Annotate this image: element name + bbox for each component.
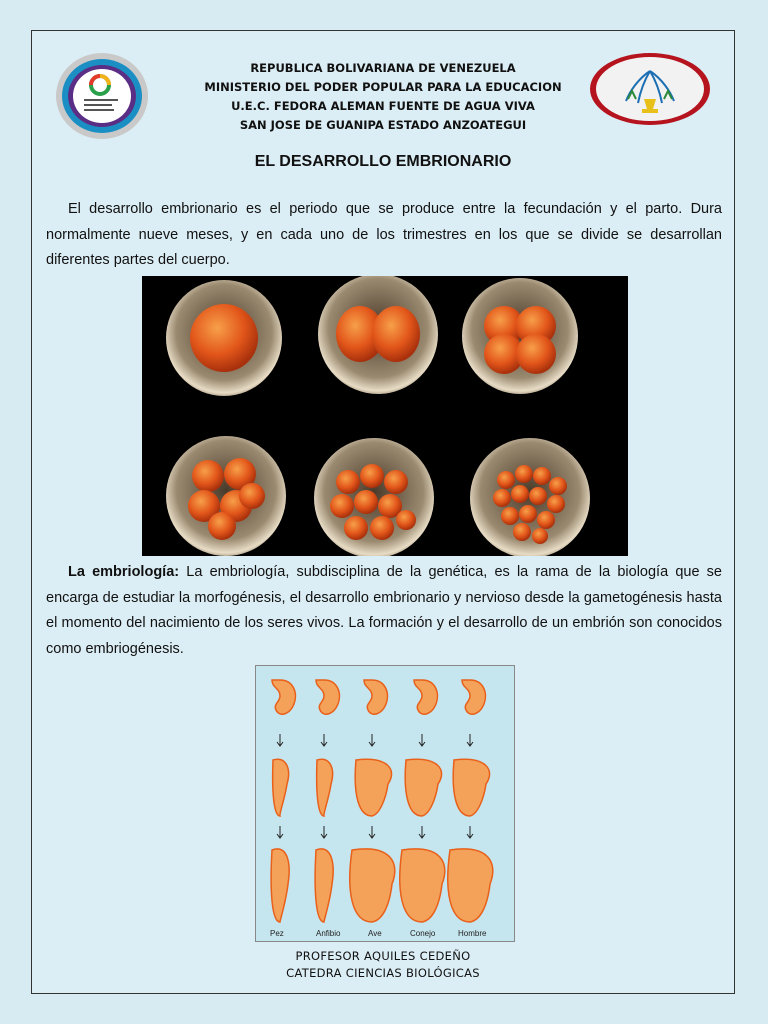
header-line-3: U.E.C. FEDORA ALEMAN FUENTE DE AGUA VIVA — [231, 99, 535, 113]
embryology-paragraph — [46, 560, 722, 662]
label-anfibio: Anfibio — [316, 929, 341, 938]
institution-header — [32, 59, 734, 135]
label-pez: Pez — [270, 929, 284, 938]
footer — [32, 948, 734, 982]
header-line-1: REPUBLICA BOLIVARIANA DE VENEZUELA — [250, 61, 516, 75]
document-page — [31, 30, 735, 994]
footer-subject: CATEDRA CIENCIAS BIOLÓGICAS — [286, 966, 480, 980]
embryo-comparison-figure — [255, 665, 515, 942]
embryology-term: La embriología: — [68, 564, 180, 580]
header-line-2: MINISTERIO DEL PODER POPULAR PARA LA EDUCACION — [204, 80, 562, 94]
header-line-4: SAN JOSE DE GUANIPA ESTADO ANZOATEGUI — [239, 118, 527, 132]
document-title: EL DESARROLLO EMBRIONARIO — [254, 153, 512, 170]
intro-paragraph — [46, 197, 722, 274]
label-conejo: Conejo — [410, 929, 436, 938]
label-ave: Ave — [368, 929, 382, 938]
label-hombre: Hombre — [458, 929, 487, 938]
footer-teacher: PROFESOR AQUILES CEDEÑO — [295, 949, 471, 963]
embryology-text: La embriología, subdisciplina de la genética, es la rama de la biología que se encarga de estudiar la morfogénesis, el desarrollo embrionario y nervioso desde la gametogénesis hasta el momento del nacimiento de los seres vivos. La formación y el desarrollo de un embrión son conocidos como embriogénesis. — [46, 564, 722, 657]
cell-division-image — [142, 276, 628, 556]
intro-text: El desarrollo embrionario es el periodo que se produce entre la fecundación y el parto. Dura normalmente nueve meses, y en cada uno de los trimestres en los que se divide se desarrollan diferentes partes del cuerpo. — [46, 201, 722, 268]
